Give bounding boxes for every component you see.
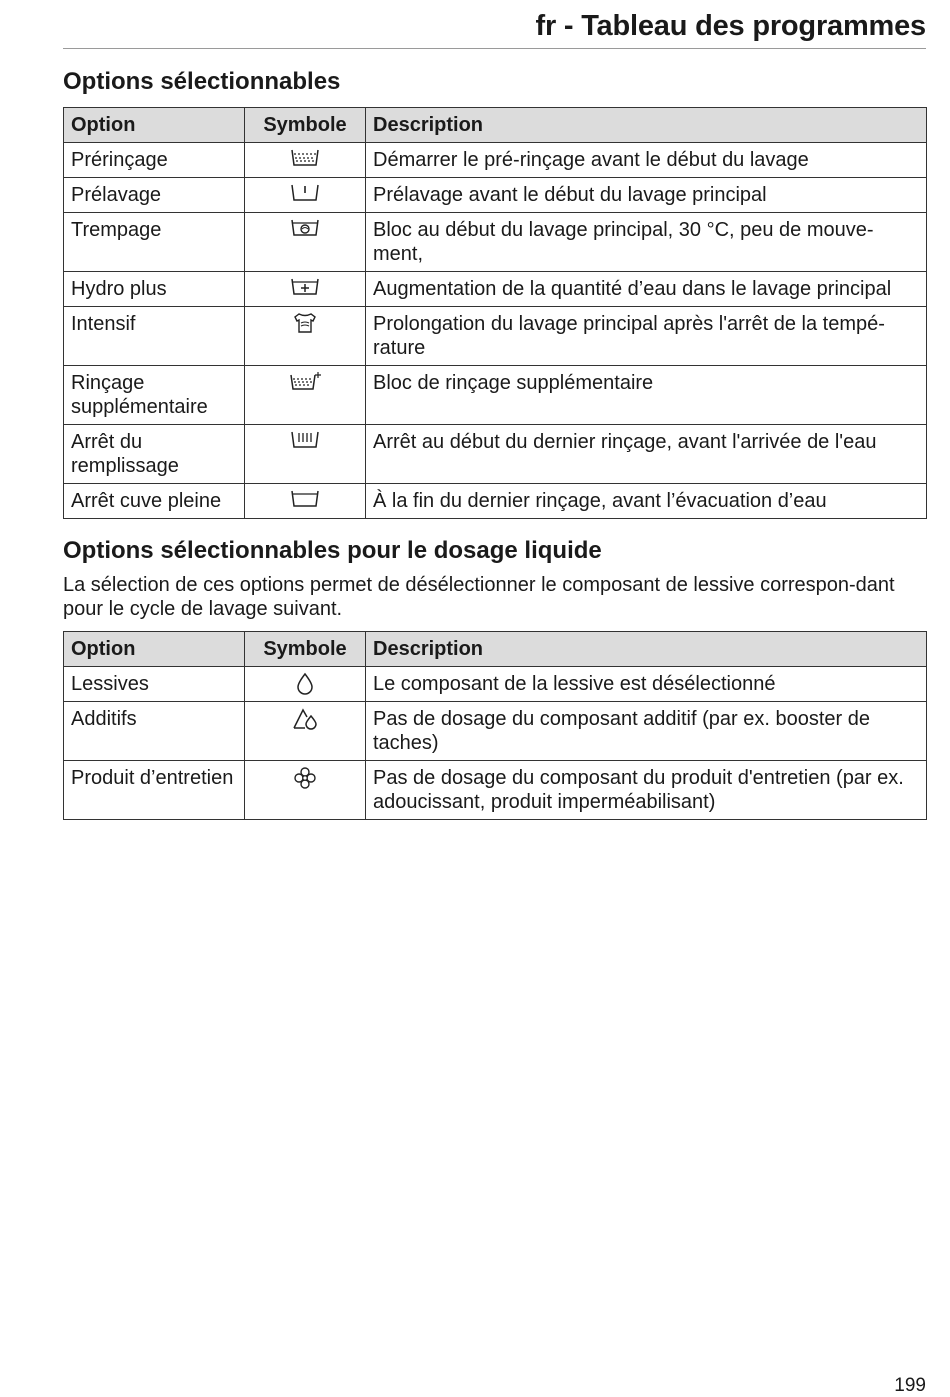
symbol-cell	[245, 761, 366, 820]
column-header-symbol: Symbole	[245, 108, 366, 143]
flower-icon	[293, 766, 317, 790]
table-row	[64, 143, 927, 178]
table-row	[64, 702, 927, 761]
option-cell: Trempage	[64, 213, 245, 272]
section-heading-options: Options sélectionnables	[63, 68, 341, 95]
option-cell: Rinçage supplémentaire	[64, 366, 245, 425]
additive-icon	[291, 707, 319, 731]
description-cell: Prolongation du lavage principal après l'arrêt de la tempé-rature	[366, 307, 927, 366]
extra-rinse-icon	[289, 371, 321, 391]
description-cell: Prélavage avant le début du lavage principal	[366, 178, 927, 213]
table-row	[64, 366, 927, 425]
symbol-cell	[245, 143, 366, 178]
table-row	[64, 484, 927, 519]
table-row	[64, 667, 927, 702]
description-cell: Augmentation de la quantité d’eau dans le lavage principal	[366, 272, 927, 307]
table-header-row	[64, 108, 927, 143]
symbol-cell	[245, 484, 366, 519]
option-cell: Intensif	[64, 307, 245, 366]
symbol-cell	[245, 667, 366, 702]
option-cell: Prérinçage	[64, 143, 245, 178]
option-cell: Lessives	[64, 667, 245, 702]
symbol-cell	[245, 425, 366, 484]
description-cell: Bloc de rinçage supplémentaire	[366, 366, 927, 425]
symbol-cell	[245, 213, 366, 272]
option-cell: Additifs	[64, 702, 245, 761]
soak-icon	[290, 218, 320, 238]
section-intro-text: La sélection de ces options permet de désélectionner le composant de lessive correspon-dant pour le cycle de lavage suivant.	[63, 574, 895, 620]
table-header-row	[64, 632, 927, 667]
option-cell: Prélavage	[64, 178, 245, 213]
column-header-option: Option	[64, 632, 245, 667]
column-header-description: Description	[366, 632, 927, 667]
description-cell: Bloc au début du lavage principal, 30 °C, peu de mouve-ment,	[366, 213, 927, 272]
option-cell: Produit d’entretien	[64, 761, 245, 820]
table-row	[64, 761, 927, 820]
column-header-option: Option	[64, 108, 245, 143]
prewash-icon	[290, 183, 320, 203]
header-divider	[63, 48, 926, 49]
liquid-dosing-table	[63, 631, 927, 820]
description-cell: À la fin du dernier rinçage, avant l’évacuation d’eau	[366, 484, 927, 519]
prewash-rinse-icon	[290, 148, 320, 168]
drop-icon	[294, 672, 316, 696]
option-cell: Hydro plus	[64, 272, 245, 307]
table-row	[64, 213, 927, 272]
symbol-cell	[245, 307, 366, 366]
description-cell: Pas de dosage du composant additif (par ex. booster de taches)	[366, 702, 927, 761]
option-cell: Arrêt du remplissage	[64, 425, 245, 484]
column-header-description: Description	[366, 108, 927, 143]
table-row	[64, 425, 927, 484]
column-header-symbol: Symbole	[245, 632, 366, 667]
fill-stop-icon	[290, 430, 320, 450]
symbol-cell	[245, 702, 366, 761]
options-table	[63, 107, 927, 519]
section-heading-liquid-dosing: Options sélectionnables pour le dosage liquide	[63, 537, 602, 564]
table-row	[64, 178, 927, 213]
intensive-shirt-icon	[290, 312, 320, 334]
description-cell: Le composant de la lessive est désélectionné	[366, 667, 927, 702]
symbol-cell	[245, 366, 366, 425]
table-row	[64, 307, 927, 366]
option-cell: Arrêt cuve pleine	[64, 484, 245, 519]
description-cell: Arrêt au début du dernier rinçage, avant l'arrivée de l'eau	[366, 425, 927, 484]
full-tub-stop-icon	[290, 489, 320, 509]
page-number: 199	[894, 1375, 926, 1396]
page-title: fr - Tableau des programmes	[535, 10, 926, 42]
symbol-cell	[245, 272, 366, 307]
symbol-cell	[245, 178, 366, 213]
water-plus-icon	[290, 277, 320, 297]
description-cell: Démarrer le pré-rinçage avant le début du lavage	[366, 143, 927, 178]
description-cell: Pas de dosage du composant du produit d'entretien (par ex. adoucissant, produit imperméabilisant)	[366, 761, 927, 820]
table-row	[64, 272, 927, 307]
